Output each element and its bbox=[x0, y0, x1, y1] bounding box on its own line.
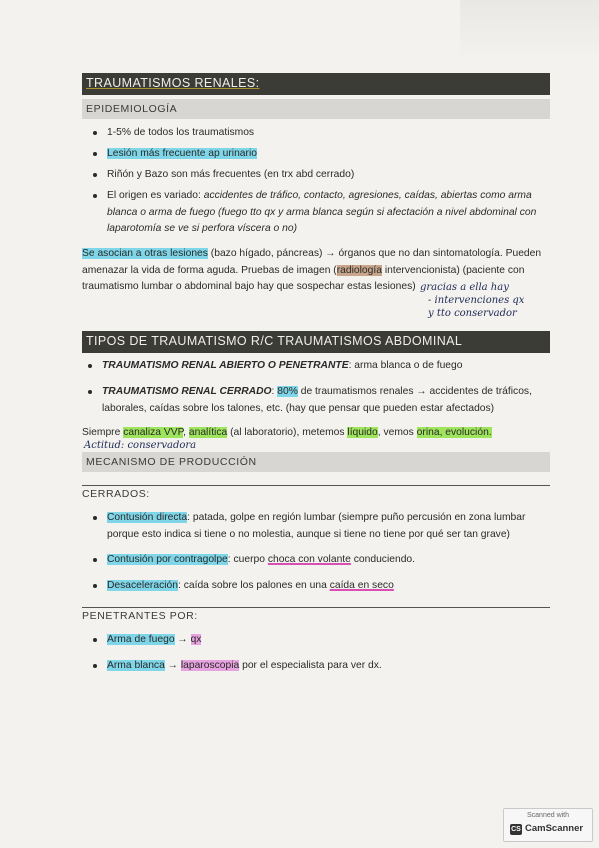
highlight-text: radiología bbox=[336, 264, 382, 276]
paragraph-text: (al laboratorio), metemos bbox=[227, 427, 348, 438]
item-text: Riñón y Bazo son más frecuentes (en trx abd cerrado) bbox=[107, 169, 355, 180]
handwritten-note: - intervenciones qx bbox=[428, 295, 525, 306]
highlight-text: canaliza VVP bbox=[123, 427, 184, 438]
highlight-text: laparoscopia bbox=[180, 660, 240, 671]
section-title-traumatismos bbox=[82, 73, 550, 95]
title-text: TRAUMATISMOS RENALES: bbox=[86, 76, 260, 90]
list-item bbox=[107, 658, 382, 675]
highlight-text: analítica bbox=[188, 427, 228, 438]
bleed-through-shadow bbox=[460, 0, 599, 60]
subheading-mecanismo: MECANISMO DE PRODUCCIÓN bbox=[82, 452, 550, 472]
watermark-caption: Scanned with bbox=[526, 812, 570, 819]
handwritten-note: Actitud: conservadora bbox=[84, 440, 197, 451]
highlight-text: Se asocian a otras lesiones bbox=[82, 248, 208, 259]
subheading-epidemiologia: EPIDEMIOLOGÍA bbox=[82, 99, 550, 119]
item-text: → bbox=[164, 660, 181, 671]
list-item bbox=[107, 167, 354, 184]
item-text-bold: TRAUMATISMO RENAL ABIERTO O PENETRANTE bbox=[102, 360, 349, 371]
item-text-highlighted: Lesión más frecuente ap urinario bbox=[107, 148, 257, 159]
item-text: laborales, caídas sobre los talones, etc. (hay que pensar que pueden estar afectados) bbox=[102, 402, 495, 414]
item-text: conduciendo. bbox=[350, 554, 416, 565]
highlight-text: qx bbox=[190, 634, 202, 645]
item-text: por el especialista para ver dx. bbox=[239, 660, 382, 671]
paragraph-text: , vemos bbox=[377, 427, 417, 438]
paragraph-text: intervencionista) (paciente con bbox=[381, 264, 525, 276]
item-text: → bbox=[174, 634, 191, 645]
watermark-brand: CamScanner bbox=[525, 823, 584, 834]
highlight-text: Arma blanca bbox=[107, 660, 165, 671]
highlight-text: orina, evolución. bbox=[416, 427, 492, 438]
camscanner-watermark bbox=[503, 808, 593, 842]
camscanner-logo-icon: CS bbox=[511, 826, 521, 833]
highlight-text: líquido bbox=[347, 427, 378, 438]
highlight-text: Contusión por contragolpe bbox=[107, 554, 228, 565]
highlight-text: 80% bbox=[277, 386, 298, 397]
list-item bbox=[107, 510, 547, 543]
subheading-cerrados: CERRADOS: bbox=[82, 485, 550, 502]
highlight-text: Contusión directa bbox=[107, 512, 188, 523]
list-item bbox=[102, 358, 462, 375]
list-item bbox=[107, 632, 201, 649]
list-item bbox=[107, 188, 547, 238]
list-item bbox=[107, 146, 257, 163]
underlined-text: choca con volante bbox=[267, 554, 351, 565]
subheading-penetrantes: PENETRANTES POR: bbox=[82, 607, 550, 624]
item-text: El origen es variado: bbox=[107, 190, 204, 201]
item-text: : arma blanca o de fuego bbox=[348, 360, 463, 371]
item-text-bold: TRAUMATISMO RENAL CERRADO bbox=[102, 386, 272, 397]
item-text: : caída sobre los palones en una bbox=[177, 580, 330, 591]
handwritten-note: y tto conservador bbox=[428, 308, 517, 319]
list-item bbox=[102, 384, 552, 417]
paragraph-text: amenazar la vida de forma aguda. Pruebas de imagen ( bbox=[82, 264, 337, 276]
highlight-text: Desaceleración bbox=[107, 580, 178, 591]
paragraph-text: Siempre bbox=[82, 427, 124, 438]
item-text-italic: blanca o arma de fuego (fuego tto qx y arma blanca según si afectación a nivel abdominal con bbox=[107, 206, 537, 218]
underlined-text: caída en seco bbox=[329, 580, 394, 591]
section-title-tipos: TIPOS DE TRAUMATISMO R/C TRAUMATISMOS ABDOMINAL bbox=[82, 331, 550, 353]
handwritten-note: gracias a ella hay bbox=[420, 282, 509, 293]
item-text: 1-5% de todos los traumatismos bbox=[107, 127, 255, 138]
item-text-italic: accidentes de tráfico, contacto, agresiones, caídas, abiertas como arma bbox=[203, 190, 532, 201]
item-text: : cuerpo bbox=[227, 554, 268, 565]
list-item bbox=[107, 578, 394, 595]
item-text-italic: laparotomía se ve si perfora víscera o no) bbox=[107, 223, 298, 234]
item-text: : patada, golpe en región lumbar (siempre puño percusión en zona lumbar bbox=[187, 512, 526, 523]
paragraph-text: (bazo hígado, páncreas) → órganos que no dan sintomatología. Pueden bbox=[207, 248, 542, 259]
item-text: porque esto indica si tiene o no molestia, aunque si tiene no tiene por qué ser tan grave) bbox=[107, 528, 510, 540]
paragraph-text: , bbox=[183, 427, 189, 438]
item-text: de traumatismos renales → accidentes de tráficos, bbox=[297, 386, 532, 397]
list-item bbox=[107, 125, 254, 142]
item-text: : bbox=[271, 386, 278, 397]
paragraph-text: traumatismo lumbar o abdominal bajo hay que sospechar estas lesiones) bbox=[82, 281, 416, 292]
highlight-text: Arma de fuego bbox=[107, 634, 175, 645]
list-item bbox=[107, 552, 415, 569]
